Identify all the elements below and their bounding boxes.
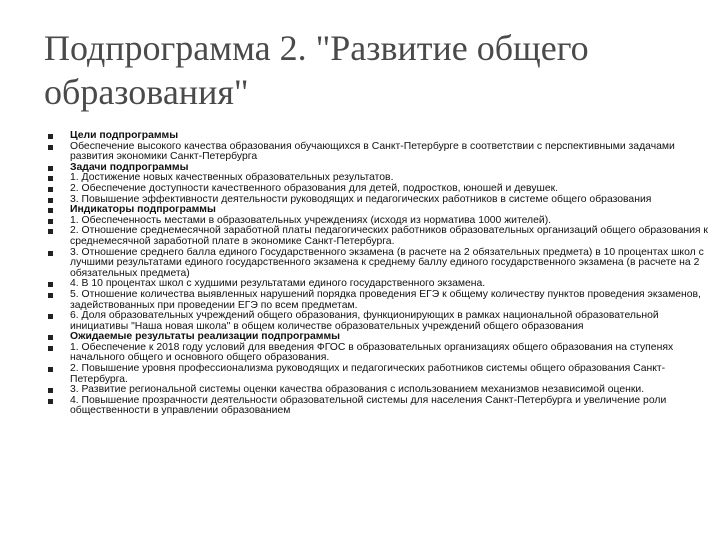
square-bullet-icon [48,166,53,171]
item-text: 1. Обеспечение к 2018 году условий для введения ФГОС в образовательных организациях общего образования на ступенях начального общего и основного общего образования. [70,341,674,364]
list-item [48,142,708,163]
item-text: 2. Обеспечение доступности качественного образования для детей, подростков, юношей и девушек. [70,182,559,194]
square-bullet-icon [48,314,53,319]
item-text: 4. В 10 процентах школ с худшими результатами единого государственного экзамена. [70,278,486,290]
item-text: 1. Обеспеченность местами в образовательных учреждениях (исходя из норматива 1000 жителей). [70,214,552,226]
list-item [48,311,708,332]
item-text: Ожидаемые результаты реализации подпрограммы [70,331,341,343]
square-bullet-icon [48,293,53,298]
list-item [48,396,708,417]
bullet-list [48,131,708,417]
item-text: Индикаторы подпрограммы [70,204,216,216]
item-text: Задачи подпрограммы [70,161,189,173]
list-item [48,290,708,311]
square-bullet-icon [48,399,53,404]
item-text: 5. Отношение количества выявленных нарушений порядка проведения ЕГЭ к общему количеству пунктов проведения экзаменов, задействованных при проведении ЕГЭ по всем предметам. [70,288,701,311]
square-bullet-icon [48,367,53,372]
item-text: 4. Повышение прозрачности деятельности образовательной системы для населения Санкт-Петербурга и увеличение роли общественности в управлении образованием [70,394,667,417]
square-bullet-icon [48,176,53,181]
item-text: Цели подпрограммы [70,130,179,141]
square-bullet-icon [48,134,53,139]
list-item [48,343,708,364]
square-bullet-icon [48,198,53,203]
slide-title: Подпрограмма 2. "Развитие общего образования" [44,28,589,112]
item-text: 1. Достижение новых качественных образовательных результатов. [70,172,394,184]
square-bullet-icon [48,229,53,234]
square-bullet-icon [48,251,53,256]
item-text: 2. Повышение уровня профессионализма руководящих и педагогических работников системы общего образования Санкт-Петербурга. [70,363,666,385]
list-item [48,248,708,280]
item-text: 3. Отношение среднего балла единого Государственного экзамена (в расчете на 2 обязательных предмета) в 10 процентах школ с лучшими результатами единого государственного экзамена к среднему баллу единого государственного экзамена (в расчете на 2 обязательных предмета) [70,246,704,279]
item-text: 2. Отношение среднемесячной заработной платы педагогических работников образовательных организаций общего образования к среднемесячной заработной плате в экономике Санкт-Петербурга. [70,225,708,247]
item-text: 6. Доля образовательных учреждений общего образования, функционирующих в рамках национальной образовательной инициативы "Наша новая школа" в общем количестве образовательных учреждений общего образования [70,310,659,332]
square-bullet-icon [48,335,53,340]
item-text: Обеспечение высокого качества образования обучающихся в Санкт-Петербурге в соответствии с перспективными задачами развития экономики Санкт-Петербурга [70,140,675,163]
square-bullet-icon [48,219,53,224]
square-bullet-icon [48,187,53,192]
item-text: 3. Развитие региональной системы оценки качества образования с использованием механизмов независимой оценки. [70,384,645,396]
square-bullet-icon [48,145,53,150]
square-bullet-icon [48,282,53,287]
item-text: 3. Повышение эффективности деятельности руководящих и педагогических работников в системе общего образования [70,193,652,205]
square-bullet-icon [48,346,53,351]
square-bullet-icon [48,388,53,393]
list-item [48,226,708,247]
list-item [48,364,708,385]
square-bullet-icon [48,208,53,213]
